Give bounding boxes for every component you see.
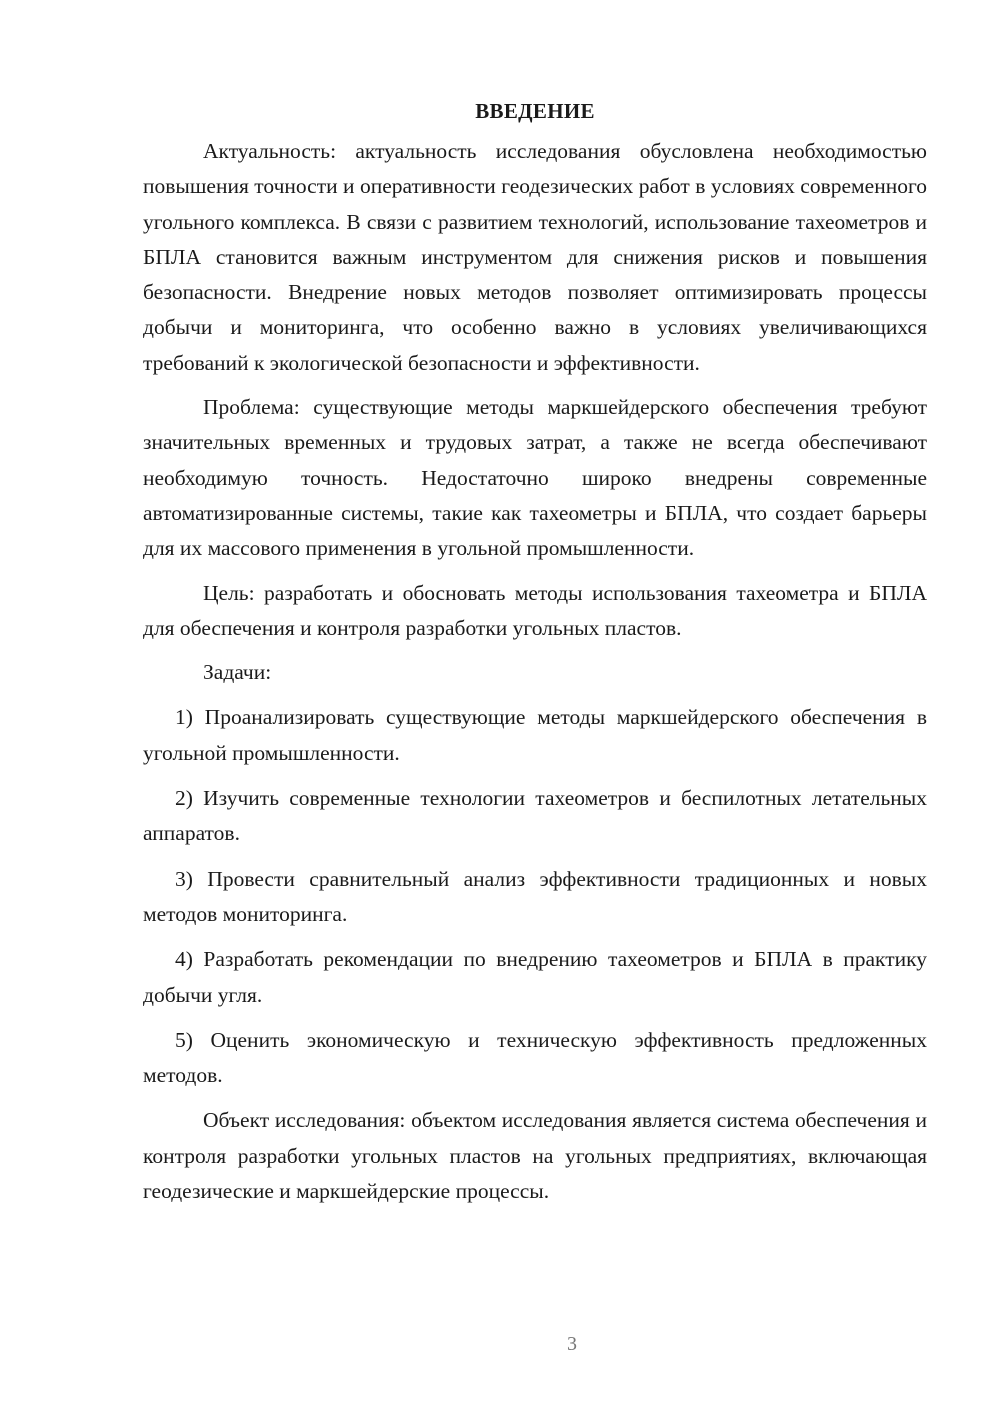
task-item: 2) Изучить современные технологии тахеометров и беспилотных летательных аппаратов. (143, 786, 927, 846)
task-item: 1) Проанализировать существующие методы маркшейдерского обеспечения в угольной промышленности. (143, 705, 927, 765)
problem-paragraph: Проблема: существующие методы маркшейдерского обеспечения требуют значительных временных и трудовых затрат, а также не всегда обеспечивают необходимую точность. Недостаточно широко внедрены современные автоматизированные системы, такие как тахеометры и БПЛА, что создает барьеры для их массового применения в угольной промышленности. (143, 395, 927, 561)
task-item: 4) Разработать рекомендации по внедрению тахеометров и БПЛА в практику добычи угля. (143, 947, 927, 1007)
task-item: 3) Провести сравнительный анализ эффективности традиционных и новых методов мониторинга. (143, 866, 927, 926)
relevance-paragraph: Актуальность: актуальность исследования обусловлена необходимостью повышения точности и оперативности геодезических работ в условиях современного угольного комплекса. В связи с развитием технологий, использование тахеометров и БПЛА становится важным инструментом для снижения рисков и повышения безопасности. Внедрение новых методов позволяет оптимизировать процессы добычи и мониторинга, что особенно важно в условиях увеличивающихся требований к экологической безопасности и эффективности. (143, 139, 927, 375)
page-title: ВВЕДЕНИЕ (475, 99, 595, 123)
page-content (143, 98, 927, 1209)
page-number: 3 (567, 1333, 577, 1355)
tasks-heading: Задачи: (203, 660, 272, 685)
object-paragraph: Объект исследования: объектом исследования является система обеспечения и контроля разработки угольных пластов на угольных предприятиях, включающая геодезические и маркшейдерские процессы. (143, 1108, 927, 1204)
task-item: 5) Оценить экономическую и техническую эффективность предложенных методов. (143, 1027, 927, 1088)
goal-paragraph: Цель: разработать и обосновать методы использования тахеометра и БПЛА для обеспечения и контроля разработки угольных пластов. (143, 580, 927, 640)
tasks-list (143, 700, 927, 1093)
